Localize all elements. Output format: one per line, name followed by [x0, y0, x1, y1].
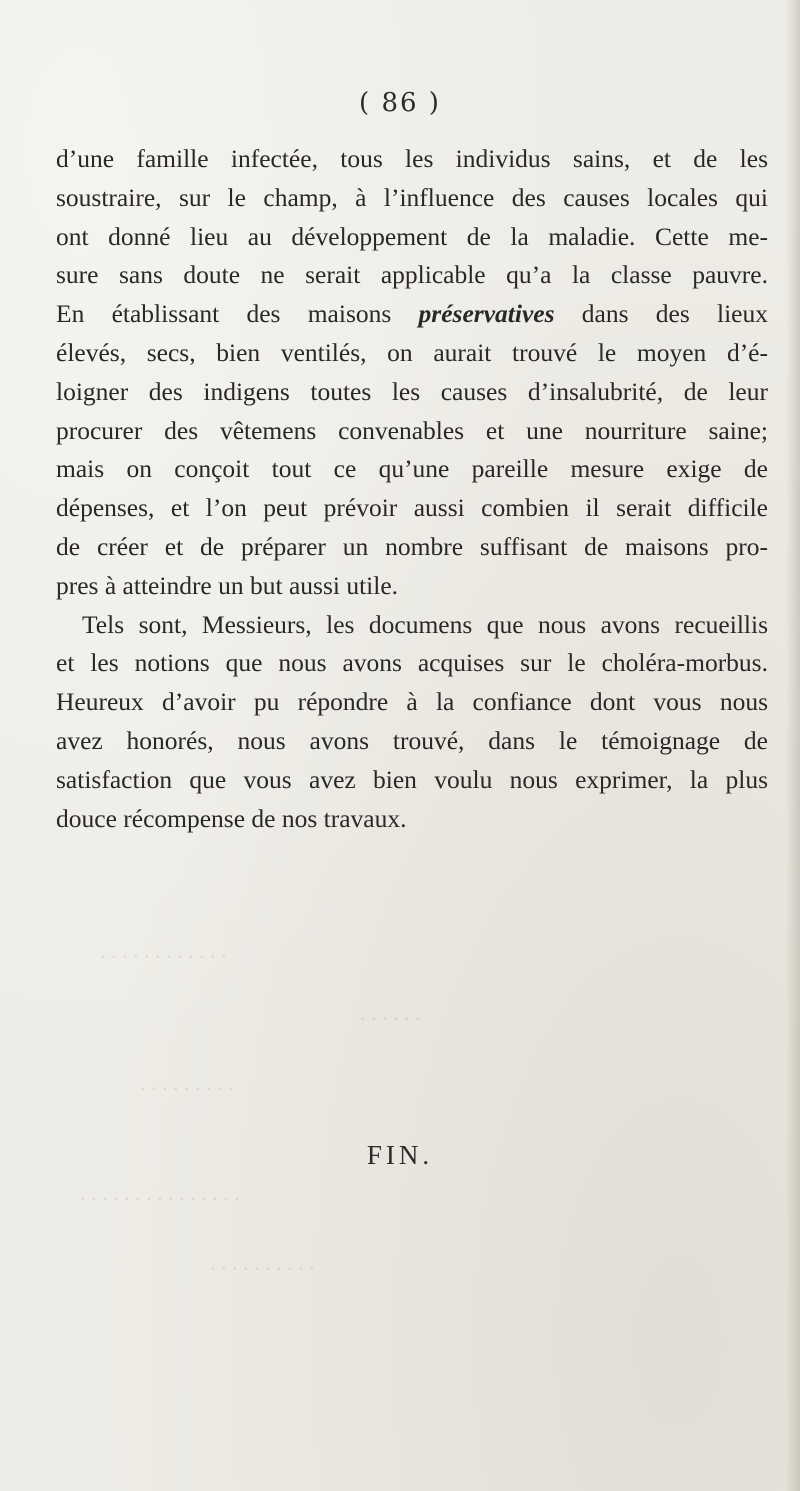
body-text	[56, 140, 768, 838]
text-line: sure sans doute ne serait applicable qu’a la classe pauvre.	[56, 260, 768, 290]
text-line-with-emphasis	[56, 295, 768, 334]
paragraph-2-line: avez honorés, nous avons trouvé, dans le témoignage de	[56, 725, 768, 755]
text-line-start: En établissant des maisons	[56, 299, 419, 329]
emphasized-word: préservatives	[418, 299, 555, 329]
text-line: d’une famille infectée, tous les individus sains, et de les	[56, 144, 768, 173]
page-edge-shadow	[786, 0, 800, 1491]
show-through-texture: . . . . . . . . . . . . . . . . . . . . . . . . . . . . . . . . . . . . . . . . . . . . . . . . . . . .	[80, 938, 421, 1275]
page-number: ( 86 )	[359, 88, 441, 118]
paragraph-2-line: et les notions que nous avons acquises sur le choléra-morbus.	[56, 648, 768, 678]
paragraph-2-line: Heureux d’avoir pu répondre à la confiance dont vous nous	[56, 687, 768, 717]
text-line: pres à atteindre un but aussi utile.	[56, 570, 399, 600]
text-line: élevés, secs, bien ventilés, on aurait trouvé le moyen d’é-	[56, 337, 768, 367]
end-mark: FIN.	[366, 1140, 434, 1170]
text-line: ont donné lieu au développement de la maladie. Cette me-	[56, 221, 768, 251]
paragraph-2-line: Tels sont, Messieurs, les documens que nous avons recueillis	[82, 609, 768, 639]
text-line-end: dans des lieux	[554, 299, 768, 329]
text-line: mais on conçoit tout ce qu’une pareille mesure exige de	[56, 454, 768, 484]
paragraph-2-line: douce récompense de nos travaux.	[56, 803, 407, 833]
text-line: loigner des indigens toutes les causes d’insalubrité, de leur	[56, 376, 768, 406]
text-line: de créer et de préparer un nombre suffisant de maisons pro-	[56, 531, 768, 561]
text-line: dépenses, et l’on peut prévoir aussi combien il serait difficile	[56, 493, 768, 523]
paragraph-2-line: satisfaction que vous avez bien voulu nous exprimer, la plus	[56, 764, 768, 794]
text-line: procurer des vêtemens convenables et une nourriture saine;	[56, 415, 768, 445]
text-line: soustraire, sur le champ, à l’influence des causes locales qui	[56, 182, 768, 212]
